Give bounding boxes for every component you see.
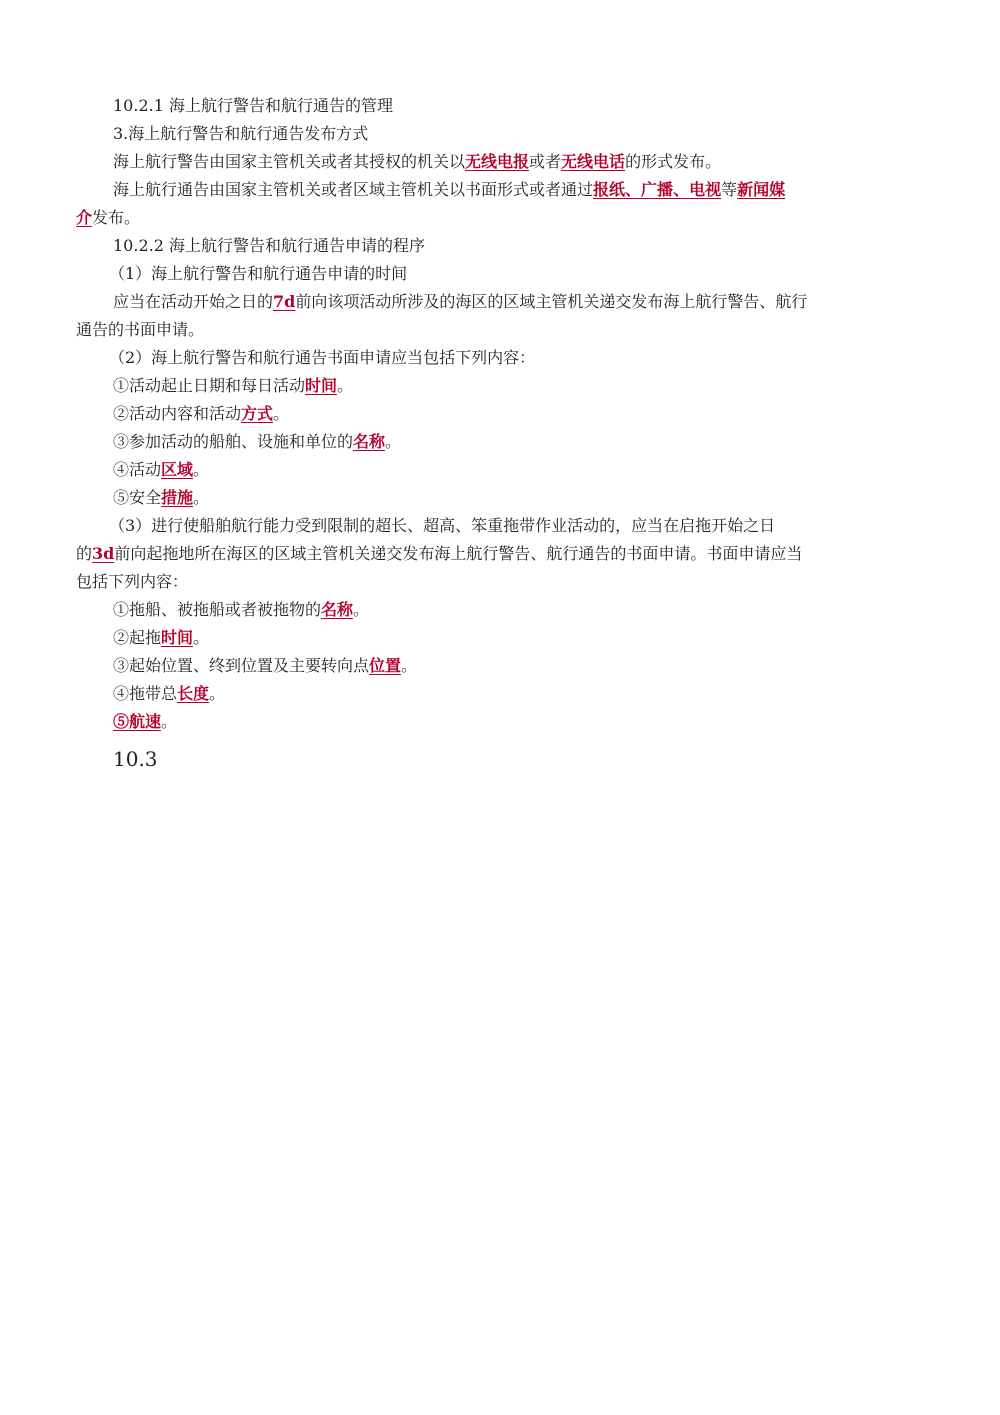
paragraph-notice-publish-line1 — [76, 176, 922, 204]
keyword-position: 位置 — [369, 656, 402, 675]
text-span: 或者 — [529, 152, 562, 171]
keyword-broadcast: 广播 — [641, 180, 674, 199]
text-span: 。 — [209, 684, 226, 703]
keyword-area: 区域 — [161, 460, 194, 479]
text-span: ②起拖 — [113, 628, 162, 647]
paragraph-application-time-line2: 通告的书面申请。 — [76, 320, 205, 339]
keyword-name: 名称 — [353, 432, 386, 451]
list-item — [76, 456, 922, 484]
text-span: 应当在活动开始之日的 — [113, 292, 274, 311]
list-item — [76, 484, 922, 512]
keyword-name: 名称 — [321, 600, 354, 619]
keyword-speed: ⑤航速 — [113, 712, 162, 731]
keyword-time: 时间 — [305, 376, 338, 395]
text-span: ②活动内容和活动 — [113, 404, 242, 423]
keyword-measures: 措施 — [161, 488, 194, 507]
paragraph-warning-publish — [76, 148, 922, 176]
text-span: ①活动起止日期和每日活动 — [113, 376, 306, 395]
text-span: ③参加活动的船舶、设施和单位的 — [113, 432, 354, 451]
section-heading-10-3: 10.3 — [113, 747, 158, 771]
list-item — [76, 400, 922, 428]
list-item — [76, 708, 922, 736]
list-item — [76, 624, 922, 652]
text-span: 。 — [161, 712, 178, 731]
keyword-television: 电视 — [689, 180, 722, 199]
section-heading-10-2-1: 10.2.1 海上航行警告和航行通告的管理 — [113, 96, 393, 115]
text-span: 的形式发布。 — [625, 152, 722, 171]
text-span: 。 — [353, 600, 370, 619]
text-span: 海上航行通告由国家主管机关或者区域主管机关以书面形式或者通过 — [113, 180, 594, 199]
keyword-length: 长度 — [177, 684, 210, 703]
text-span: 。 — [401, 656, 418, 675]
keyword-newspaper: 报纸 — [593, 180, 626, 199]
text-span: 。 — [273, 404, 290, 423]
keyword-news-media-cont: 介 — [76, 208, 93, 227]
text-span: ⑤安全 — [113, 488, 162, 507]
list-item — [76, 680, 922, 708]
section-heading-10-2-2: 10.2.2 海上航行警告和航行通告申请的程序 — [113, 236, 425, 255]
text-span: 。 — [337, 376, 354, 395]
paragraph-towing-line3: 包括下列内容： — [76, 572, 189, 591]
document-page — [76, 92, 922, 776]
paragraph-towing-line1: （3）进行使船舶航行能力受到限制的超长、超高、笨重拖带作业活动的，应当在启拖开始之日 — [109, 516, 776, 535]
text-span: 发布。 — [92, 208, 141, 227]
text-span: 。 — [193, 488, 210, 507]
text-span: 。 — [193, 628, 210, 647]
list-application-content — [76, 372, 922, 512]
keyword-radio-telegraph: 无线电报 — [465, 152, 530, 171]
text-span: 海上航行警告由国家主管机关或者其授权的机关以 — [113, 152, 466, 171]
keyword-radio-telephone: 无线电话 — [561, 152, 626, 171]
paragraph-application-time-line1 — [76, 288, 922, 316]
list-item — [76, 652, 922, 680]
text-span: 前向起拖地所在海区的区域主管机关递交发布海上航行警告、航行通告的书面申请。书面申请应当 — [114, 544, 803, 563]
text-span: 等 — [721, 180, 738, 199]
text-span: ④拖带总 — [113, 684, 178, 703]
text-span: 。 — [385, 432, 402, 451]
keyword-separator: 、 — [673, 180, 690, 199]
paragraph-notice-publish-line2 — [76, 204, 922, 232]
subsection-heading-application-time: （1）海上航行警告和航行通告申请的时间 — [109, 264, 408, 283]
list-item — [76, 428, 922, 456]
subsection-heading-publish-methods: 3.海上航行警告和航行通告发布方式 — [113, 124, 369, 143]
list-item — [76, 372, 922, 400]
subsection-heading-application-content: （2）海上航行警告和航行通告书面申请应当包括下列内容： — [109, 348, 536, 367]
text-span: ①拖船、被拖船或者被拖物的 — [113, 600, 322, 619]
text-span: 前向该项活动所涉及的海区的区域主管机关递交发布海上航行警告、航行 — [295, 292, 808, 311]
text-span: 。 — [193, 460, 210, 479]
text-span: ④活动 — [113, 460, 162, 479]
keyword-3d: 3d — [92, 544, 115, 563]
keyword-7d: 7d — [273, 292, 296, 311]
list-item — [76, 596, 922, 624]
keyword-news-media: 新闻媒 — [737, 180, 786, 199]
list-towing-content — [76, 596, 922, 736]
text-span: 的 — [76, 544, 93, 563]
keyword-method: 方式 — [241, 404, 274, 423]
text-span: ③起始位置、终到位置及主要转向点 — [113, 656, 370, 675]
keyword-separator: 、 — [625, 180, 642, 199]
keyword-time: 时间 — [161, 628, 194, 647]
paragraph-towing-line2 — [76, 540, 922, 568]
